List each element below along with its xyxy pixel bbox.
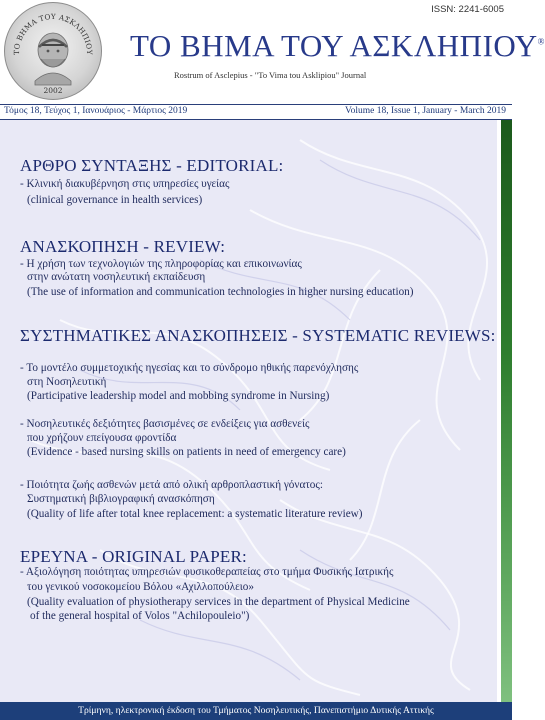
systematic-line-6: (Evidence - based nursing skills on patients in need of emergency care): [27, 446, 346, 458]
systematic-line-1: - Το μοντέλο συμμετοχικής ηγεσίας και το σύνδρομο ηθικής παρενόχλησης: [20, 362, 359, 374]
section-title-original: ΕΡΕΥΝΑ - ORIGINAL PAPER:: [20, 547, 247, 566]
cover-header: [0, 0, 545, 104]
issue-info-greek: Τόμος 18, Τεύχος 1, Ιανουάριος - Μάρτιος 2019: [4, 106, 188, 116]
issue-info-english: Volume 18, Issue 1, January - March 2019: [344, 106, 506, 116]
review-line-3: (The use of information and communication technologies in higher nursing education): [27, 286, 414, 298]
section-title-editorial: ΑΡΘΡΟ ΣΥΝΤΑΞΗΣ - EDITORIAL:: [20, 156, 284, 175]
editorial-line-2: (clinical governance in health services): [27, 194, 203, 206]
section-title-systematic: ΣΥΣΤΗΜΑΤΙΚΕΣ ΑΝΑΣΚΟΠΗΣΕΙΣ - SYSTEMATIC REVIEWS:: [20, 326, 496, 345]
review-line-2: στην ανώτατη νοσηλευτική εκπαίδευση: [27, 271, 206, 283]
contents-area: [0, 120, 512, 702]
systematic-line-7: - Ποιότητα ζωής ασθενών μετά από ολική αρθροπλαστική γόνατος:: [20, 479, 323, 491]
issn-number: ISSN: 2241-6005: [431, 4, 504, 15]
systematic-line-4: - Νοσηλευτικές δεξιότητες βασισμένες σε ενδείξεις για ασθενείς: [20, 418, 310, 430]
footer-text: Τρίμηνη, ηλεκτρονική έκδοση του Τμήματος Νοσηλευτικής, Πανεπιστήμιο Δυτικής Αττικής: [78, 705, 434, 716]
section-title-review: ΑΝΑΣΚΟΠΗΣΗ - REVIEW:: [20, 237, 226, 256]
original-line-3: (Quality evaluation of physiotherapy services in the department of Physical Medicine: [27, 596, 410, 608]
systematic-line-8: Συστηματική βιβλιογραφική ανασκόπηση: [27, 493, 215, 505]
asclepius-bust-icon: [5, 3, 101, 99]
registered-mark: ®: [537, 36, 545, 47]
cover-footer: [0, 702, 512, 720]
original-line-1: - Αξιολόγηση ποιότητας υπηρεσιών φυσικοθεραπείας στο τμήμα Φυσικής Ιατρικής: [20, 566, 394, 578]
journal-logo: [4, 2, 102, 100]
editorial-line-1: - Κλινική διακυβέρνηση στις υπηρεσίες υγείας: [20, 178, 230, 190]
systematic-line-2: στη Νοσηλευτική: [27, 376, 107, 388]
original-line-2: του γενικού νοσοκομείου Βόλου «Αχιλλοπούλειο»: [27, 581, 254, 593]
journal-title-text: ΤΟ ΒΗΜΑ ΤΟΥ ΑΣΚΛΗΠΙΟΥ: [130, 28, 538, 63]
systematic-line-5: που χρήζουν επείγουσα φροντίδα: [27, 432, 177, 444]
systematic-line-9: (Quality of life after total knee replacement: a systematic literature review): [27, 508, 363, 520]
systematic-line-3: (Participative leadership model and mobbing syndrome in Nursing): [27, 390, 330, 402]
issue-bar: [0, 104, 512, 120]
side-stripe-green: [501, 120, 512, 702]
logo-year: 2002: [43, 86, 63, 95]
logo-arc-text: ΤΟ ΒΗΜΑ ΤΟΥ ΑΣΚΛΗΠΙΟΥ: [11, 11, 95, 55]
journal-title: [130, 28, 545, 64]
journal-subtitle: Rostrum of Asclepius - "To Vima tou Asklipiou" Journal: [174, 70, 367, 80]
original-line-4: of the general hospital of Volos "Achilopouleio"): [30, 610, 250, 622]
review-line-1: - Η χρήση των τεχνολογιών της πληροφορίας και επικοινωνίας: [20, 258, 302, 270]
